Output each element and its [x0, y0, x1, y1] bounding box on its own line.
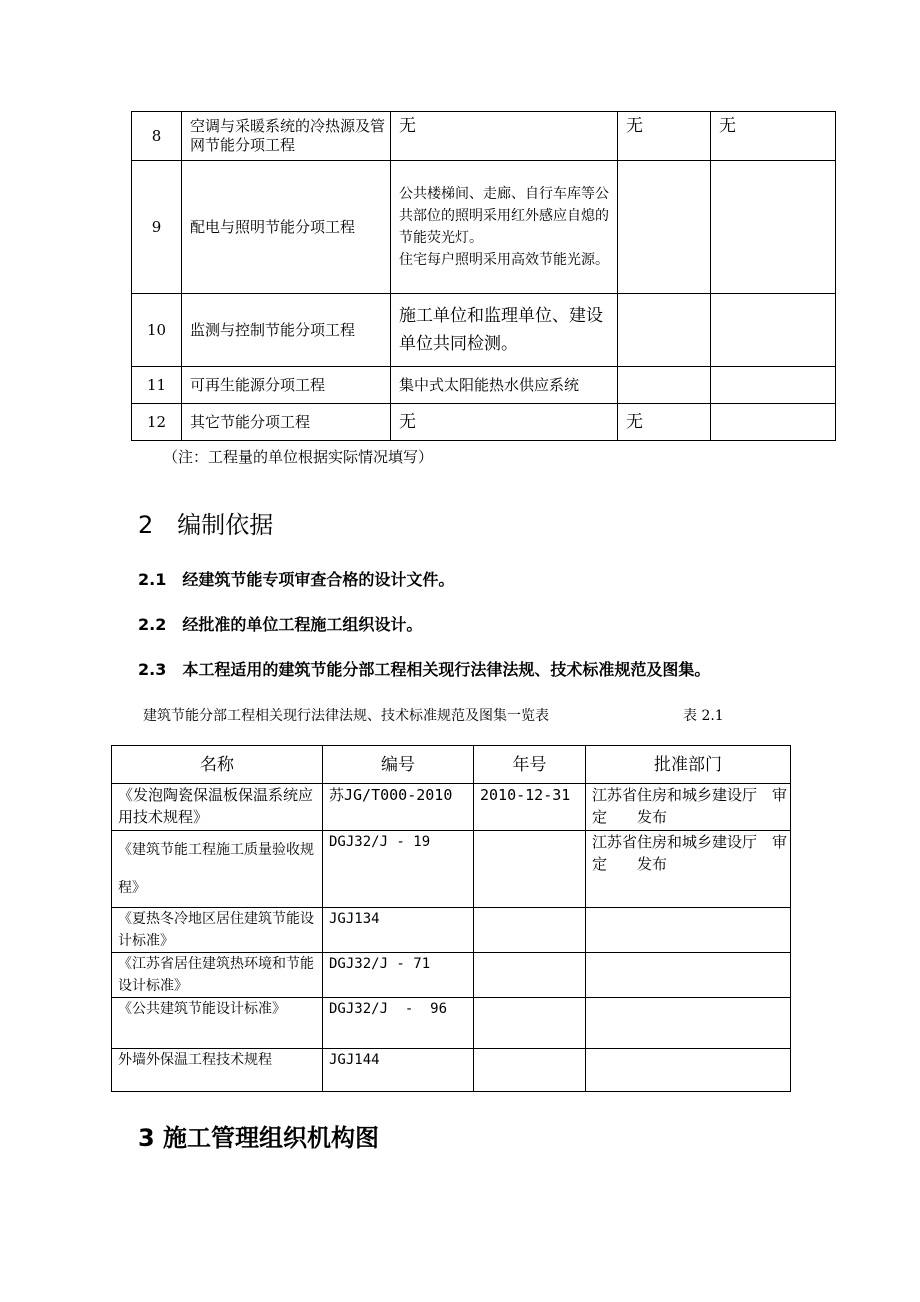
section-2-1: 2.1 经建筑节能专项审查合格的设计文件。 — [138, 570, 455, 589]
row-number: 9 — [132, 161, 182, 294]
header-dept: 批准部门 — [586, 746, 791, 784]
table-row — [112, 998, 791, 1049]
item-col4: 无 — [618, 112, 711, 161]
standard-code: DGJ32/J - 71 — [323, 953, 474, 998]
item-col4 — [618, 294, 711, 367]
table-number: 表 2.1 — [683, 708, 724, 724]
item-description: 无 — [391, 112, 618, 161]
item-col4: 无 — [618, 404, 711, 441]
standard-dept: 江苏省住房和城乡建设厅 审定 发布 — [586, 831, 791, 908]
standard-name: 《江苏省居住建筑热环境和节能设计标准》 — [112, 953, 323, 998]
item-name: 监测与控制节能分项工程 — [182, 294, 391, 367]
item-name: 空调与采暖系统的冷热源及管网节能分项工程 — [182, 112, 391, 161]
section-2-2: 2.2 经批准的单位工程施工组织设计。 — [138, 615, 423, 634]
row-number: 12 — [132, 404, 182, 441]
item-col4 — [618, 161, 711, 294]
standard-year: 2010-12-31 — [474, 784, 586, 831]
standards-table — [111, 745, 791, 1092]
standard-year — [474, 1049, 586, 1092]
table-caption: 建筑节能分部工程相关现行法律法规、技术标准规范及图集一览表 — [143, 708, 549, 724]
table-row — [112, 784, 791, 831]
standard-dept — [586, 908, 791, 953]
table-row — [132, 161, 836, 294]
section-2-heading: 2 编制依据 — [138, 511, 274, 539]
table-note: （注：工程量的单位根据实际情况填写） — [163, 448, 434, 466]
standard-name: 《夏热冬冷地区居住建筑节能设计标准》 — [112, 908, 323, 953]
section-3-heading: 3 施工管理组织机构图 — [138, 1124, 380, 1152]
standard-year — [474, 953, 586, 998]
item-col5 — [711, 367, 836, 404]
row-number: 11 — [132, 367, 182, 404]
item-description: 无 — [391, 404, 618, 441]
table-row — [112, 908, 791, 953]
item-col5: 无 — [711, 112, 836, 161]
row-number: 10 — [132, 294, 182, 367]
standard-dept: 江苏省住房和城乡建设厅 审定 发布 — [586, 784, 791, 831]
section-2-3: 2.3 本工程适用的建筑节能分部工程相关现行法律法规、技术标准规范及图集。 — [138, 660, 711, 679]
standard-code: DGJ32/J - 96 — [323, 998, 474, 1049]
standard-name: 外墙外保温工程技术规程 — [112, 1049, 323, 1092]
item-name: 可再生能源分项工程 — [182, 367, 391, 404]
standard-name: 《公共建筑节能设计标准》 — [112, 998, 323, 1049]
standard-name: 《建筑节能工程施工质量验收规程》 — [112, 831, 323, 908]
standard-dept — [586, 1049, 791, 1092]
table-row — [132, 294, 836, 367]
standard-code: JGJ134 — [323, 908, 474, 953]
item-name: 配电与照明节能分项工程 — [182, 161, 391, 294]
item-description: 施工单位和监理单位、建设单位共同检测。 — [391, 294, 618, 367]
item-description: 集中式太阳能热水供应系统 — [391, 367, 618, 404]
table-header-row — [112, 746, 791, 784]
row-number: 8 — [132, 112, 182, 161]
standard-dept — [586, 998, 791, 1049]
table-row — [132, 367, 836, 404]
item-col5 — [711, 294, 836, 367]
standard-dept — [586, 953, 791, 998]
item-col5 — [711, 161, 836, 294]
table-row — [132, 112, 836, 161]
item-col4 — [618, 367, 711, 404]
table-row — [132, 404, 836, 441]
standard-year — [474, 908, 586, 953]
item-col5 — [711, 404, 836, 441]
item-name: 其它节能分项工程 — [182, 404, 391, 441]
engineering-items-table — [131, 111, 836, 441]
table-row — [112, 953, 791, 998]
header-name: 名称 — [112, 746, 323, 784]
table-row — [112, 1049, 791, 1092]
header-year: 年号 — [474, 746, 586, 784]
standard-code: DGJ32/J - 19 — [323, 831, 474, 908]
standard-code: JGJ144 — [323, 1049, 474, 1092]
standard-name: 《发泡陶瓷保温板保温系统应用技术规程》 — [112, 784, 323, 831]
header-code: 编号 — [323, 746, 474, 784]
standard-code: 苏JG/T000-2010 — [323, 784, 474, 831]
item-description: 公共楼梯间、走廊、自行车库等公共部位的照明采用红外感应自熄的节能荧光灯。 住宅每户照明采用高效节能光源。 — [391, 161, 618, 294]
table-row — [112, 831, 791, 908]
standard-year — [474, 998, 586, 1049]
standard-year — [474, 831, 586, 908]
